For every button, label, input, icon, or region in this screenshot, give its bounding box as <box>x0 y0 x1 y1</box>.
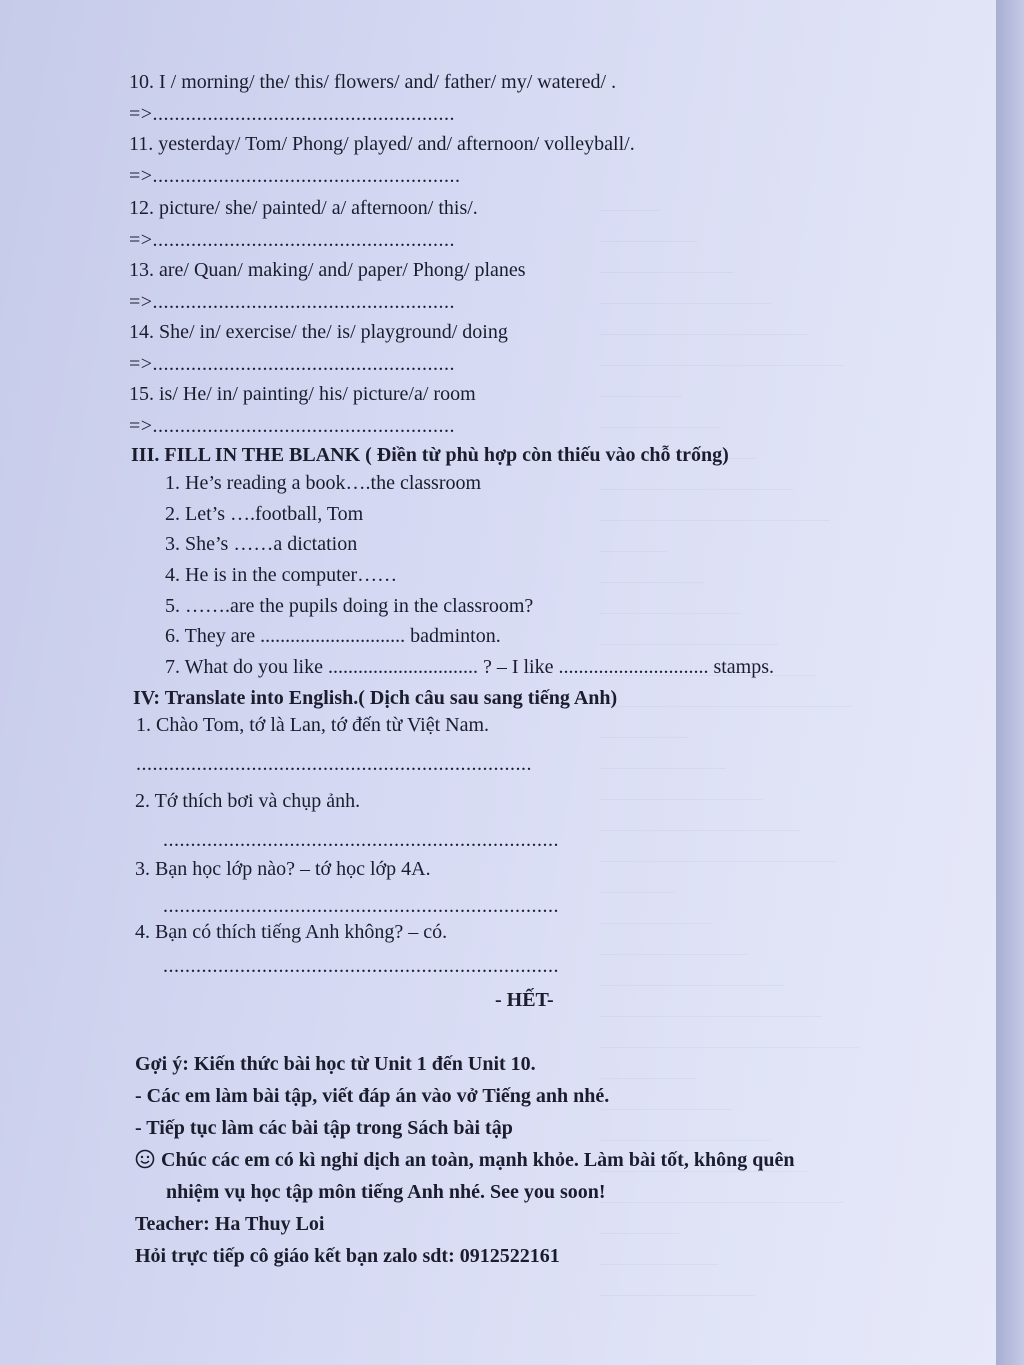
wish-line-2: nhiệm vụ học tập môn tiếng Anh nhé. See you soon! <box>166 1181 606 1203</box>
reorder-answer-line-12: =>....................................................... <box>129 229 456 251</box>
translate-answer-line-1: ........................................................................ <box>136 753 532 775</box>
show-through-line <box>600 1172 844 1203</box>
fill-blank-item-7: 7. What do you like .............................. ? – I like .............................. stamps. <box>165 656 775 678</box>
translate-question-3: 3. Bạn học lớp nào? – tớ học lớp 4A. <box>135 858 431 880</box>
show-through-line <box>600 583 741 614</box>
wish-line-1 <box>135 1149 794 1175</box>
smiley-icon <box>135 1149 155 1175</box>
show-through-line <box>600 397 719 428</box>
show-through-line <box>600 335 845 366</box>
show-through-line <box>600 1203 681 1234</box>
show-through-line <box>600 1265 755 1296</box>
reorder-question-15: 15. is/ He/ in/ painting/ his/ picture/a/ room <box>129 383 476 405</box>
show-through-line <box>600 273 771 304</box>
show-through-line <box>600 242 734 273</box>
show-through-line <box>600 707 689 738</box>
fill-blank-item-1: 1. He’s reading a book….the classroom <box>165 472 482 494</box>
reorder-answer-line-15: =>....................................................... <box>129 415 456 437</box>
show-through-line <box>600 1017 859 1048</box>
show-through-line <box>600 831 837 862</box>
show-through-line <box>600 1110 770 1141</box>
reorder-question-14: 14. She/ in/ exercise/ the/ is/ playground/ doing <box>129 321 508 343</box>
page-edge-shadow <box>996 0 1024 1365</box>
translate-question-4: 4. Bạn có thích tiếng Anh không? – có. <box>135 921 448 943</box>
show-through-line <box>600 924 748 955</box>
show-through-line <box>600 521 667 552</box>
fill-blank-item-2: 2. Let’s ….football, Tom <box>165 503 364 525</box>
teacher-name: Teacher: Ha Thuy Loi <box>135 1213 325 1235</box>
show-through-line <box>600 676 852 707</box>
reorder-question-11: 11. yesterday/ Tom/ Phong/ played/ and/ afternoon/ volleyball/. <box>129 133 635 155</box>
contact-info: Hỏi trực tiếp cô giáo kết bạn zalo sdt: 0912522161 <box>135 1245 560 1267</box>
hint-text: Gợi ý: Kiến thức bài học từ Unit 1 đến Unit 10. <box>135 1053 536 1075</box>
section-4-title: IV: Translate into English.( Dịch câu sau sang tiếng Anh) <box>133 687 618 709</box>
reorder-question-13: 13. are/ Quan/ making/ and/ paper/ Phong/ planes <box>129 259 526 281</box>
show-through-line <box>600 1234 718 1265</box>
show-through-line <box>600 893 711 924</box>
show-through-line <box>600 304 808 335</box>
end-mark: - HẾT- <box>495 989 554 1011</box>
reorder-question-10: 10. I / morning/ the/ this/ flowers/ and/ father/ my/ watered/ . <box>129 71 617 93</box>
note-line-2: - Tiếp tục làm các bài tập trong Sách bài tập <box>135 1117 513 1139</box>
show-through-line <box>600 211 697 242</box>
fill-blank-item-3: 3. She’s ……a dictation <box>165 533 358 555</box>
translate-answer-line-3: ........................................................................ <box>163 895 559 917</box>
show-through-line <box>600 800 800 831</box>
show-through-line <box>600 955 785 986</box>
translate-answer-line-4: ........................................................................ <box>163 955 559 977</box>
show-through-texture <box>600 180 930 1280</box>
reorder-answer-line-14: =>....................................................... <box>129 353 456 375</box>
translate-question-1: 1. Chào Tom, tớ là Lan, tớ đến từ Việt Nam. <box>136 714 490 736</box>
show-through-line <box>600 614 778 645</box>
show-through-line <box>600 552 704 583</box>
reorder-answer-line-10: =>....................................................... <box>129 103 456 125</box>
show-through-line <box>600 769 763 800</box>
reorder-answer-line-11: =>........................................................ <box>129 165 461 187</box>
show-through-line <box>600 1048 696 1079</box>
section-3-title: III. FILL IN THE BLANK ( Điền từ phù hợp còn thiếu vào chỗ trống) <box>131 444 729 466</box>
show-through-line <box>600 986 822 1017</box>
fill-blank-item-4: 4. He is in the computer…… <box>165 564 398 586</box>
reorder-answer-line-13: =>....................................................... <box>129 291 456 313</box>
show-through-line <box>600 180 660 211</box>
translate-answer-line-2: ........................................................................ <box>163 829 559 851</box>
fill-blank-item-5: 5. …….are the pupils doing in the classroom? <box>165 595 534 617</box>
note-line-1: - Các em làm bài tập, viết đáp án vào vở Tiếng anh nhé. <box>135 1085 610 1107</box>
show-through-line <box>600 366 682 397</box>
show-through-line <box>600 1079 733 1110</box>
wish-text-1: Chúc các em có kì nghỉ dịch an toàn, mạnh khỏe. Làm bài tốt, không quên <box>161 1149 795 1171</box>
show-through-line <box>600 490 830 521</box>
show-through-line <box>600 738 726 769</box>
fill-blank-item-6: 6. They are ............................. badminton. <box>165 625 501 647</box>
show-through-line <box>600 862 674 893</box>
translate-question-2: 2. Tớ thích bơi và chụp ảnh. <box>135 790 361 812</box>
reorder-question-12: 12. picture/ she/ painted/ a/ afternoon/ this/. <box>129 197 478 219</box>
